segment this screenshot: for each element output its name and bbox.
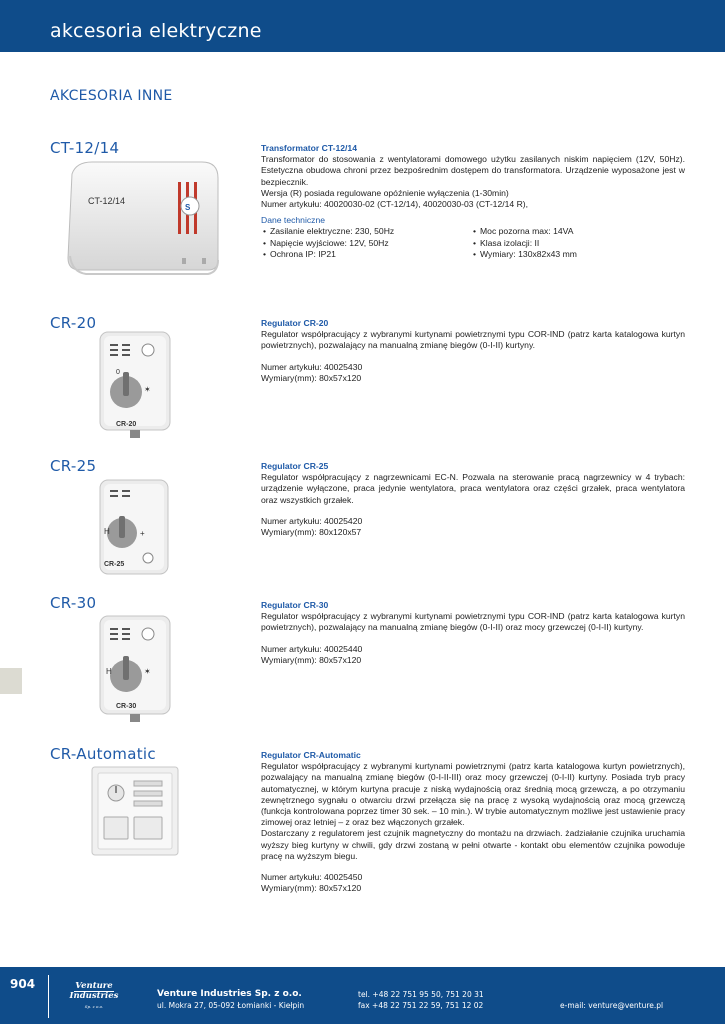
spacer [261, 506, 685, 516]
page-header [0, 0, 725, 52]
company-address: ul. Mokra 27, 05-092 Łomianki - Kiełpin [157, 1001, 305, 1010]
spacer [261, 634, 685, 644]
side-tab [0, 668, 22, 694]
article-number: Numer artykułu: 40025430 [261, 361, 363, 372]
svg-text:✶: ✶ [144, 385, 151, 394]
fax-numbers: fax +48 22 751 22 59, 751 12 02 [358, 1001, 484, 1010]
product-text: Regulator współpracujący z wybranymi kurtynami powietrznymi typu COR-IND (patrz karta katalogowa kurtyn powietrznych), pozwalający na manualną zmianę biegów (0-I-II) oraz mocy grzewczej (0-I-II) kurtyny. [261, 611, 685, 633]
dimensions: Wymiary(mm): 80x57x120 [261, 883, 362, 894]
svg-text:H: H [104, 527, 110, 536]
spec-column-right [471, 226, 681, 260]
logo-line-2: Industries [69, 991, 119, 1001]
tech-heading: Dane techniczne [261, 215, 326, 226]
phone-numbers: tel. +48 22 751 95 50, 751 20 31 [358, 990, 484, 999]
product-name-cr-20: CR-20 [50, 314, 97, 332]
regulator-cr-20-image [96, 330, 174, 440]
spec-list [261, 226, 685, 260]
spacer [261, 352, 685, 362]
company-name: Venture Industries Sp. z o.o. [157, 989, 302, 999]
page-number: 904 [10, 977, 36, 991]
logo-line-1: Venture [75, 981, 113, 991]
spec-item: • Ochrona IP: IP21 [261, 249, 471, 260]
product-text-2: Dostarczany z regulatorem jest czujnik magnetyczny do montażu na drzwiach. żadziałanie czujnika uruchamia wyższy bieg kurtyny w chwili, gdy drzwi zostaną w pełni otwarte - kontakt obu elementów czujnika powoduje pracę na wyższym biegu. [261, 828, 685, 861]
product-description-cr-20 [261, 318, 685, 384]
section-title: AKCESORIA INNE [50, 88, 173, 104]
article-number: Numer artykułu: 40025440 [261, 643, 363, 654]
product-name-cr-30: CR-30 [50, 594, 97, 612]
product-text: Transformator do stosowania z wentylatorami domowego użytku zasilanych niskim napięciem (12V, 50Hz). Estetyczna obudowa chroni przez bezpośrednim dostępem do transformatora. Urządzenie wyposażone jest w bezpiecznik. [261, 154, 685, 187]
logo-line-3: Sp. z o.o. [84, 1004, 104, 1009]
device-label: CR-25 [104, 561, 125, 568]
device-label: CR-20 [116, 421, 137, 428]
product-title: Regulator CR-25 [261, 461, 329, 471]
regulator-cr-automatic-image [90, 765, 180, 857]
spec-item: • Klasa izolacji: II [471, 238, 681, 249]
dimensions: Wymiary(mm): 80x57x120 [261, 654, 362, 665]
product-name-ct-12-14: CT-12/14 [50, 139, 120, 157]
product-title: Transformator CT-12/14 [261, 143, 357, 153]
product-text-line: Wersja (R) posiada regulowane opóźnienie wyłączenia (1-30min) [261, 187, 509, 198]
venture-logo [68, 982, 120, 1011]
svg-text:✶: ✶ [144, 667, 151, 676]
product-text: Regulator współpracujący z wybranymi kurtynami powietrznymi typu COR-IND (patrz karta katalogowa kurtyn powietrznych), pozwalający na manualną zmianę biegów (0-I-II) kurtyny. [261, 329, 685, 351]
product-description-cr-25 [261, 461, 685, 538]
email-address: e-mail: venture@venture.pl [560, 1001, 664, 1010]
article-number: Numer artykułu: 40025420 [261, 515, 363, 526]
spacer [261, 862, 685, 872]
product-name-cr-25: CR-25 [50, 457, 97, 475]
spec-item: • Moc pozorna max: 14VA [471, 226, 681, 237]
dimensions: Wymiary(mm): 80x57x120 [261, 372, 362, 383]
spec-item: • Wymiary: 130x82x43 mm [471, 249, 681, 260]
product-text: Regulator współpracujący z wybranymi kurtynami powietrznymi (patrz karta katalogowa kurtyn powietrznych), pozwalający na manualną zmianę biegów (0-I-II-III) oraz mocy grzewczej (0-I-II) kurtyny. Posiada tryb pracy automatycznej, w którym kurtyna pracuje z niską wydajnością oraz średnią mocą grzewczą, a po otrzymaniu zewnętrznego sygnału o otwarciu drzwi przełącza się na pracę z wysoką wydajnością oraz mocą grzewczą (funkcja kontrolowana poprzez timer 30 sek. – 10 min.). W trybie automatycznym możliwe jest ustawienie pracy zimowej oraz letniej – z oraz bez włączonych grzałek. [261, 761, 685, 828]
spec-item: • Napięcie wyjściowe: 12V, 50Hz [261, 238, 471, 249]
spec-column-left [261, 226, 471, 260]
svg-text:S: S [185, 203, 191, 212]
transformer-image [62, 160, 222, 278]
product-description-cr-automatic [261, 750, 685, 894]
regulator-cr-25-image [96, 478, 174, 578]
product-title: Regulator CR-Automatic [261, 750, 361, 760]
svg-text:+: + [140, 529, 145, 538]
product-title: Regulator CR-30 [261, 600, 329, 610]
product-description-ct-12-14 [261, 143, 685, 260]
spec-item: • Zasilanie elektryczne: 230, 50Hz [261, 226, 471, 237]
page-footer [0, 967, 725, 1024]
product-description-cr-30 [261, 600, 685, 666]
regulator-cr-30-image [96, 614, 174, 724]
device-label: CR-30 [116, 703, 137, 710]
product-title: Regulator CR-20 [261, 318, 329, 328]
device-label: CT-12/14 [88, 196, 126, 206]
svg-text:H: H [106, 667, 112, 676]
footer-divider [48, 975, 49, 1018]
article-number: Numer artykułu: 40020030-02 (CT-12/14), 40020030-03 (CT-12/14 R), [261, 199, 529, 210]
product-name-cr-automatic: CR-Automatic [50, 745, 156, 763]
header-title: akcesoria elektryczne [50, 20, 262, 42]
product-text: Regulator współpracujący z nagrzewnicami EC-N. Pozwala na sterowanie pracą nagrzewnicy w 4 trybach: urządzenie wyłączone, praca jedynie wentylatora, praca wentylatora oraz części grzałek, praca wentylatora oraz wszystkich grzałek. [261, 472, 685, 505]
svg-text:0: 0 [116, 369, 120, 376]
dimensions: Wymiary(mm): 80x120x57 [261, 527, 362, 538]
article-number: Numer artykułu: 40025450 [261, 872, 363, 883]
